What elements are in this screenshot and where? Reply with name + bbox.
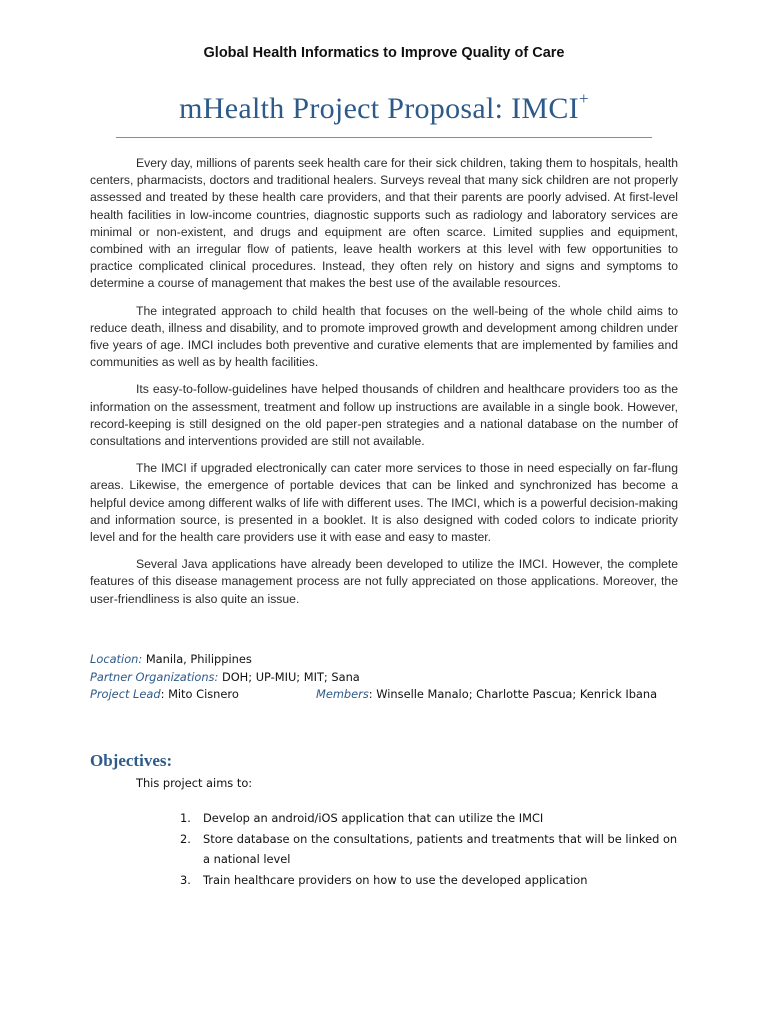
list-item-number: 2.	[180, 831, 191, 846]
partners-value: DOH; UP-MIU; MIT; Sana	[218, 669, 360, 684]
lead-row	[90, 686, 690, 704]
list-item-text: Train healthcare providers on how to use the developed application	[203, 872, 588, 887]
list-item-number: 3.	[180, 872, 191, 887]
paragraph-2: The integrated approach to child health that focuses on the well-being of the whole child aims to reduce death, illness and disability, and to promote improved growth and development among children under five years of age. IMCI includes both preventive and curative elements that are implemented by families and communities as well as by health facilities.	[90, 303, 678, 370]
list-item	[180, 870, 680, 891]
paragraph-3: Its easy-to-follow-guidelines have helped thousands of children and healthcare providers too as the information on the assessment, treatment and follow up instructions are available in a single book. However, record-keeping is still designed on the old paper-pen strategies and a national database on the number of consultations and interventions provided are still not available.	[90, 382, 678, 449]
lead-value: : Mito Cisnero	[160, 687, 239, 701]
paragraph-1: Every day, millions of parents seek health care for their sick children, taking them to hospitals, health centers, pharmacists, doctors and traditional healers. Surveys reveal that many sick children are not properly assessed and treated by these health care providers, and that their parents are poorly advised. At first-level health facilities in low-income countries, diagnostic supports such as radiology and laboratory services are minimal or non-existent, and drugs and equipment are often scarce. Limited supplies and equipment, combined with an irregular flow of patients, leave health workers at this level with few opportunities to practice complicated clinical procedures. Instead, they often rely on history and signs and symptoms to determine a course of management that makes the best use of the available resources.	[90, 156, 678, 291]
page-title	[0, 89, 768, 126]
members-label: Members	[316, 687, 369, 701]
document-header: Global Health Informatics to Improve Quality of Care	[203, 45, 565, 61]
title-divider	[116, 137, 652, 138]
list-item	[180, 829, 680, 870]
project-details	[90, 651, 690, 704]
list-item-number: 1.	[180, 811, 191, 825]
partners-row	[90, 669, 690, 687]
paragraph-4: The IMCI if upgraded electronically can cater more services to those in need especially on far-flung areas. Likewise, the emergence of portable devices that can be linked and synchronized has become a helpful device among different walks of life with different uses. The IMCI, which is a powerful decision-making and information source, is presented in a booklet. It is also designed with coded colors to indicate priority level and for the health care providers use it with ease and easy to master.	[90, 461, 678, 545]
lead-label: Project Lead	[90, 687, 161, 701]
location-label: Location:	[90, 652, 143, 666]
list-item	[180, 808, 680, 829]
members-group	[316, 686, 657, 704]
title-text: mHealth Project Proposal: IMCI	[179, 92, 579, 125]
location-row	[90, 651, 690, 669]
list-item-text: Develop an android/iOS application that can utilize the IMCI	[203, 811, 544, 825]
objectives-heading: Objectives:	[90, 751, 173, 770]
location-value: Manila, Philippines	[142, 652, 252, 666]
members-value: : Winselle Manalo; Charlotte Pascua; Kenrick Ibana	[368, 687, 658, 701]
objectives-list	[180, 808, 680, 890]
partners-label: Partner Organizations:	[90, 669, 219, 684]
body-text	[90, 155, 678, 618]
list-item-text: Store database on the consultations, patients and treatments that will be linked on a national level	[203, 831, 678, 866]
title-superscript: +	[578, 89, 589, 108]
paragraph-5: Several Java applications have already been developed to utilize the IMCI. However, the complete features of this disease management process are not fully appreciated on those applications. Moreover, the user-friendliness is also quite an issue.	[90, 557, 678, 606]
objectives-intro: This project aims to:	[136, 776, 253, 790]
